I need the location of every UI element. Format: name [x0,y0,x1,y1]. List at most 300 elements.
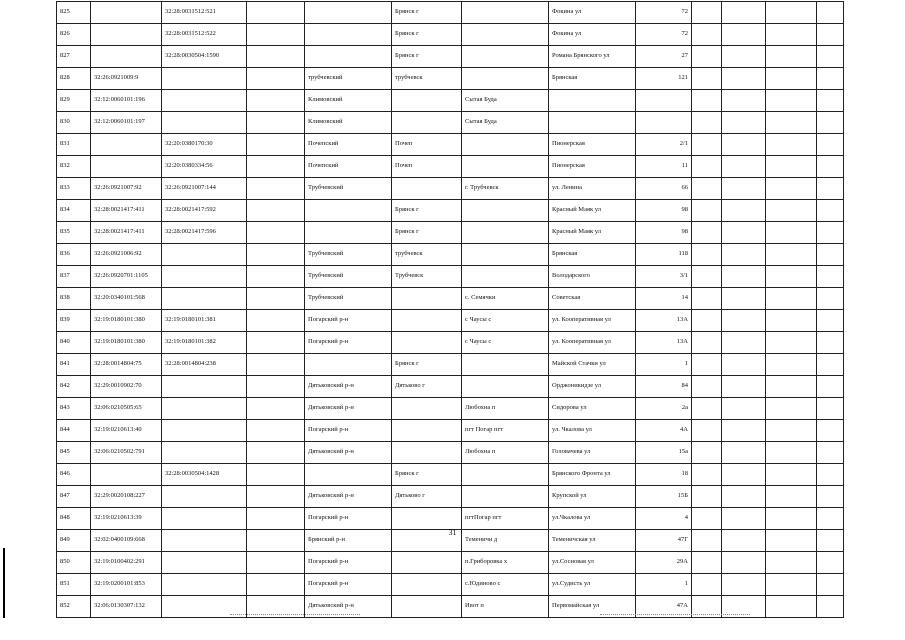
settlement [462,222,549,244]
empty-cell [722,420,766,442]
city: Брянск г [392,200,462,222]
district [305,200,392,222]
district: Трубчевский [305,178,392,200]
row-number: 833 [57,178,91,200]
street: ул.Чкалова ул [549,508,636,530]
empty-cell [692,266,722,288]
house-number [636,112,692,134]
empty-cell [766,156,817,178]
empty-cell [247,112,305,134]
empty-cell [722,200,766,222]
cadastral-number: 32:12:0060101:196 [91,90,162,112]
empty-cell [692,552,722,574]
cadastral-number: 32:26:0921006:92 [91,244,162,266]
empty-cell [817,288,844,310]
street: ул.Сосновая ул [549,552,636,574]
cadastral-number: 32:19:0180101:380 [91,332,162,354]
cadastral-number [91,24,162,46]
city [392,112,462,134]
street: Советская [549,288,636,310]
settlement [462,24,549,46]
empty-cell [247,574,305,596]
table-row [57,442,844,464]
settlement [462,486,549,508]
house-number: 15а [636,442,692,464]
street: Фокина ул [549,24,636,46]
district [305,464,392,486]
house-number: 15Б [636,486,692,508]
row-number: 826 [57,24,91,46]
empty-cell [692,486,722,508]
district [305,222,392,244]
empty-cell [722,486,766,508]
empty-cell [766,178,817,200]
empty-cell [692,442,722,464]
city: трубчевск [392,244,462,266]
empty-cell [247,376,305,398]
settlement [462,354,549,376]
district: Дятьковский р-н [305,376,392,398]
cadastral-number: 32:26:0920701:1105 [91,266,162,288]
empty-cell [817,354,844,376]
object-cadastral-number [162,90,247,112]
city: Дятьково г [392,486,462,508]
empty-cell [722,244,766,266]
city: трубчевск [392,68,462,90]
empty-cell [766,420,817,442]
district: Климовский [305,112,392,134]
table-row [57,200,844,222]
table-row [57,398,844,420]
cadastral-number: 32:26:0921007:92 [91,178,162,200]
settlement [462,200,549,222]
district [305,2,392,24]
object-cadastral-number [162,398,247,420]
street: ул. Чкалова ул [549,420,636,442]
empty-cell [692,244,722,266]
empty-cell [722,442,766,464]
empty-cell [817,112,844,134]
empty-cell [817,398,844,420]
empty-cell [692,200,722,222]
object-cadastral-number: 32:28:0031512:521 [162,2,247,24]
settlement: пгт Погар пгт [462,420,549,442]
settlement: с.Юдиново с [462,574,549,596]
empty-cell [247,200,305,222]
empty-cell [247,552,305,574]
house-number: 29А [636,552,692,574]
house-number: 66 [636,178,692,200]
settlement: п.Гриборовка х [462,552,549,574]
city: Брянск г [392,222,462,244]
empty-cell [722,376,766,398]
empty-cell [817,420,844,442]
empty-cell [722,156,766,178]
empty-cell [817,200,844,222]
row-number: 852 [57,596,91,618]
table-row [57,508,844,530]
row-number: 843 [57,398,91,420]
object-cadastral-number: 32:28:0021417:592 [162,200,247,222]
house-number: 2а [636,398,692,420]
cadastral-number: 32:19:0100402:291 [91,552,162,574]
object-cadastral-number: 32:28:0021417:596 [162,222,247,244]
empty-cell [766,134,817,156]
empty-cell [692,156,722,178]
city: Почеп [392,156,462,178]
district: Погарский р-н [305,420,392,442]
district: Трубчевский [305,288,392,310]
empty-cell [247,398,305,420]
table-row [57,222,844,244]
cadastral-number: 32:19:0180101:380 [91,310,162,332]
city: Трубчевск [392,266,462,288]
object-cadastral-number: 32:20:0380334:56 [162,156,247,178]
empty-cell [247,354,305,376]
settlement: Любохна п [462,398,549,420]
empty-cell [766,112,817,134]
street: Романа Брянского ул [549,46,636,68]
binding-margin-line [3,548,5,618]
empty-cell [817,90,844,112]
settlement: Теменичи д [462,530,549,552]
table-row [57,310,844,332]
empty-cell [722,288,766,310]
street [549,112,636,134]
row-number: 829 [57,90,91,112]
empty-cell [722,134,766,156]
city [392,90,462,112]
cadastral-number [91,46,162,68]
settlement [462,156,549,178]
row-number: 846 [57,464,91,486]
empty-cell [817,68,844,90]
empty-cell [247,2,305,24]
empty-cell [766,354,817,376]
table-body [57,2,844,618]
table-row [57,574,844,596]
empty-cell [247,288,305,310]
object-cadastral-number [162,552,247,574]
object-cadastral-number [162,288,247,310]
page-number: 31 [448,528,457,537]
district: Дятьковский р-н [305,398,392,420]
row-number: 835 [57,222,91,244]
street [549,90,636,112]
empty-cell [247,442,305,464]
empty-cell [692,398,722,420]
empty-cell [247,508,305,530]
empty-cell [817,464,844,486]
empty-cell [692,68,722,90]
empty-cell [692,90,722,112]
row-number: 841 [57,354,91,376]
empty-cell [766,508,817,530]
empty-cell [817,178,844,200]
object-cadastral-number [162,376,247,398]
cadastral-number: 32:28:0014804:75 [91,354,162,376]
cadastral-number: 32:28:0021417:411 [91,222,162,244]
object-cadastral-number [162,574,247,596]
table-row [57,112,844,134]
row-number: 840 [57,332,91,354]
cadastral-number: 32:19:0200101:853 [91,574,162,596]
empty-cell [247,244,305,266]
house-number: 18 [636,464,692,486]
empty-cell [692,222,722,244]
district: Трубчевский [305,244,392,266]
empty-cell [766,442,817,464]
empty-cell [692,332,722,354]
district: Почепский [305,156,392,178]
empty-cell [766,288,817,310]
empty-cell [817,46,844,68]
row-number: 831 [57,134,91,156]
empty-cell [766,552,817,574]
row-number: 851 [57,574,91,596]
empty-cell [766,486,817,508]
object-cadastral-number [162,244,247,266]
settlement: пгтПогар пгт [462,508,549,530]
city [392,332,462,354]
empty-cell [766,90,817,112]
property-registry-table [56,1,844,618]
city [392,420,462,442]
settlement: Любохна п [462,442,549,464]
empty-cell [817,508,844,530]
street: ул. Кооперативная ул [549,332,636,354]
empty-cell [247,134,305,156]
empty-cell [722,222,766,244]
empty-cell [766,596,817,618]
settlement [462,2,549,24]
empty-cell [247,310,305,332]
settlement [462,244,549,266]
cadastral-number: 32:19:0210613:40 [91,420,162,442]
empty-cell [766,68,817,90]
cadastral-number: 32:06:0210502:791 [91,442,162,464]
street: Пионерская [549,156,636,178]
house-number: 11 [636,156,692,178]
city: Брянск г [392,46,462,68]
district: Дятьковский р-н [305,596,392,618]
district: Погарский р-н [305,574,392,596]
table-row [57,178,844,200]
object-cadastral-number [162,112,247,134]
empty-cell [722,464,766,486]
empty-cell [692,24,722,46]
city: Брянск г [392,464,462,486]
district: Погарский р-н [305,332,392,354]
cadastral-number: 32:06:0130307:132 [91,596,162,618]
empty-cell [692,112,722,134]
district: Дятьковский р-н [305,486,392,508]
street: Головачева ул [549,442,636,464]
table-row [57,24,844,46]
empty-cell [766,464,817,486]
settlement [462,46,549,68]
settlement [462,134,549,156]
row-number: 845 [57,442,91,464]
table-row [57,464,844,486]
empty-cell [817,486,844,508]
empty-cell [247,332,305,354]
house-number: 118 [636,244,692,266]
settlement: г. Трубчевск [462,178,549,200]
city [392,442,462,464]
empty-cell [692,288,722,310]
empty-cell [722,354,766,376]
cadastral-number [91,464,162,486]
empty-cell [692,178,722,200]
house-number: 72 [636,24,692,46]
empty-cell [247,24,305,46]
empty-cell [817,596,844,618]
empty-cell [692,464,722,486]
table-row [57,244,844,266]
house-number: 121 [636,68,692,90]
house-number: 98 [636,222,692,244]
empty-cell [722,68,766,90]
empty-cell [247,68,305,90]
district [305,24,392,46]
settlement [462,376,549,398]
empty-cell [817,2,844,24]
row-number: 830 [57,112,91,134]
object-cadastral-number [162,266,247,288]
table-row [57,156,844,178]
empty-cell [692,376,722,398]
house-number: 72 [636,2,692,24]
table-row [57,68,844,90]
empty-cell [766,310,817,332]
empty-cell [722,398,766,420]
cadastral-number [91,2,162,24]
table-row [57,552,844,574]
table-row [57,134,844,156]
settlement [462,68,549,90]
empty-cell [692,420,722,442]
house-number: 84 [636,376,692,398]
row-number: 834 [57,200,91,222]
settlement: Ивот п [462,596,549,618]
settlement: Сытая Буда [462,90,549,112]
object-cadastral-number: 32:28:0030504:1590 [162,46,247,68]
house-number: 47А [636,596,692,618]
city [392,552,462,574]
district [305,354,392,376]
empty-cell [817,442,844,464]
empty-cell [692,508,722,530]
street: Первомайская ул [549,596,636,618]
table-row [57,288,844,310]
empty-cell [247,178,305,200]
street: Красный Маяк ул [549,200,636,222]
empty-cell [817,310,844,332]
table-row [57,2,844,24]
row-number: 832 [57,156,91,178]
empty-cell [766,24,817,46]
object-cadastral-number [162,420,247,442]
empty-cell [766,376,817,398]
empty-cell [766,46,817,68]
table-row [57,376,844,398]
row-number: 847 [57,486,91,508]
row-number: 827 [57,46,91,68]
street: Майской Стачки ул [549,354,636,376]
empty-cell [692,2,722,24]
empty-cell [817,376,844,398]
object-cadastral-number: 32:28:0030504:1428 [162,464,247,486]
cadastral-number: 32:29:0020108:227 [91,486,162,508]
row-number: 842 [57,376,91,398]
object-cadastral-number [162,68,247,90]
street: Брянская [549,68,636,90]
house-number: 1 [636,354,692,376]
empty-cell [722,46,766,68]
street: Теменичская ул [549,530,636,552]
cadastral-number [91,134,162,156]
empty-cell [817,156,844,178]
city [392,596,462,618]
cadastral-number: 32:19:0210613:39 [91,508,162,530]
empty-cell [722,574,766,596]
empty-cell [722,552,766,574]
house-number: 98 [636,200,692,222]
street: ул. Ленина [549,178,636,200]
district: трубчевский [305,68,392,90]
empty-cell [817,24,844,46]
empty-cell [692,310,722,332]
empty-cell [692,46,722,68]
table-row [57,266,844,288]
district: Погарский р-н [305,552,392,574]
scan-noise-dots [600,614,750,618]
street: Крупской ул [549,486,636,508]
empty-cell [692,574,722,596]
street: Брянского Фронта ул [549,464,636,486]
settlement: Сытая Буда [462,112,549,134]
empty-cell [766,2,817,24]
object-cadastral-number: 32:28:0014804:238 [162,354,247,376]
empty-cell [766,244,817,266]
row-number: 850 [57,552,91,574]
city: Почеп [392,134,462,156]
house-number: 3/1 [636,266,692,288]
cadastral-number: 32:12:0060101:197 [91,112,162,134]
district: Дятьковский р-н [305,442,392,464]
street: Брянская [549,244,636,266]
object-cadastral-number [162,508,247,530]
city [392,288,462,310]
empty-cell [817,552,844,574]
empty-cell [722,178,766,200]
settlement [462,266,549,288]
row-number: 844 [57,420,91,442]
empty-cell [247,46,305,68]
empty-cell [247,266,305,288]
house-number: 13А [636,332,692,354]
district: Погарский р-н [305,508,392,530]
house-number: 4А [636,420,692,442]
city [392,178,462,200]
object-cadastral-number: 32:26:0921007:144 [162,178,247,200]
empty-cell [692,354,722,376]
empty-cell [722,112,766,134]
empty-cell [817,266,844,288]
house-number: 27 [636,46,692,68]
city: Брянск г [392,354,462,376]
